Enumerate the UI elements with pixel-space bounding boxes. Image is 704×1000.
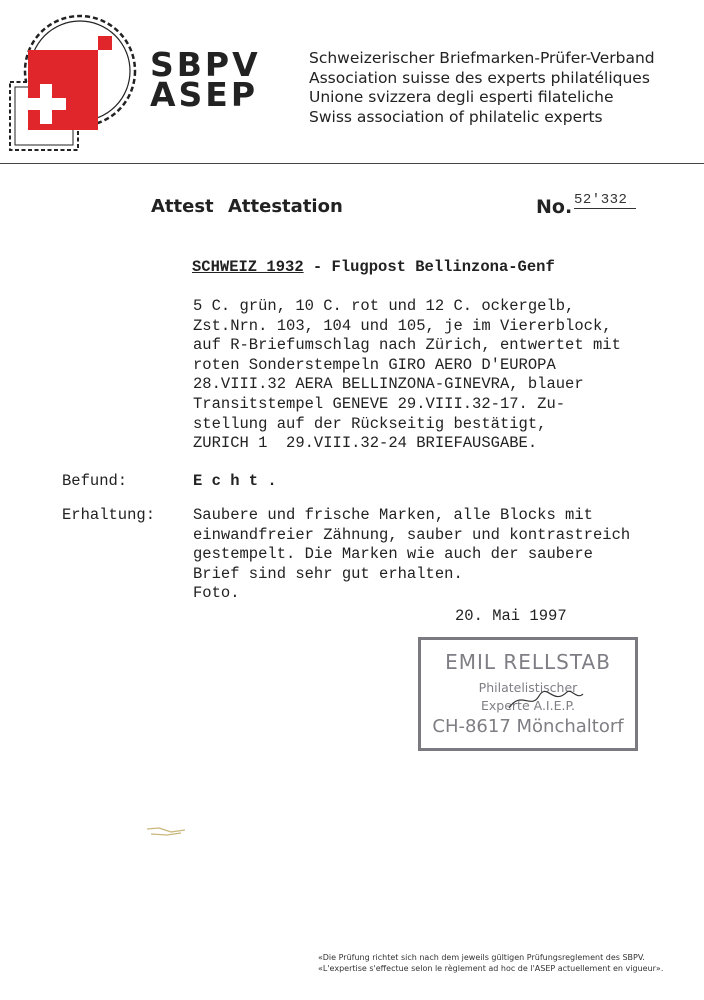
signature (421, 640, 635, 748)
befund-value: E c h t . (193, 472, 277, 490)
erhaltung-label: Erhaltung: (62, 506, 156, 524)
title-attest: Attest (151, 196, 214, 217)
subject-separator: - (303, 258, 332, 276)
stamp-description (193, 297, 621, 454)
erhaltung-line: Foto. (193, 584, 240, 603)
erhaltung-line: gestempelt. Die Marken wie auch der saubere (193, 545, 593, 564)
erhaltung-line: Saubere und frische Marken, alle Blocks mit (193, 506, 593, 524)
erhaltung-line: einwandfreier Zähnung, sauber und kontrastreich (193, 525, 631, 544)
stamp-experte: Experte A.I.E.P. (480, 698, 576, 713)
association-name-en: Swiss association of philatelic experts (309, 107, 603, 126)
description-line: 28.VIII.32 AERA BELLINZONA-GINEVRA, blauer (193, 375, 584, 394)
description-line: 5 C. grün, 10 C. rot und 12 C. ockergelb, (193, 297, 575, 315)
description-line: stellung auf der Rückseitig bestätigt, (193, 414, 547, 433)
description-line: auf R-Briefumschlag nach Zürich, entwertet mit (193, 336, 621, 355)
association-name-de: Schweizerischer Briefmarken-Prüfer-Verband (309, 49, 655, 67)
footer-line-fr: «L'expertise s'effectue selon le règlement ad hoc de l'ASEP actuellement en vigueur». (318, 964, 664, 973)
number-label: No. (536, 196, 573, 218)
title-attestation: Attestation (228, 196, 343, 217)
subject-line (192, 258, 555, 276)
association-names (309, 49, 655, 127)
number-underline (574, 208, 636, 209)
erhaltung-line: Brief sind sehr gut erhalten. (193, 564, 463, 583)
description-line: Transitstempel GENEVE 29.VIII.32-17. Zu- (193, 394, 566, 413)
subject-description: Flugpost Bellinzona-Genf (331, 258, 555, 276)
brand-sbpv: SBPV (150, 45, 261, 84)
description-line: roten Sonderstempeln GIRO AERO D'EUROPA (193, 355, 556, 374)
header-divider (0, 163, 704, 164)
stamp-title: Philatelistischer (478, 680, 578, 695)
expert-stamp (418, 637, 638, 751)
footer-note (318, 952, 663, 974)
sbpv-logo (4, 6, 140, 156)
erhaltung-text (193, 506, 630, 604)
association-name-it: Unione svizzera degli esperti filateliche (309, 88, 614, 106)
description-line: ZURICH 1 29.VIII.32-24 BRIEFAUSGABE. (193, 434, 538, 453)
issue-date: 20. Mai 1997 (455, 607, 567, 625)
certificate-number: 52'332 (574, 192, 628, 208)
ink-mark (145, 824, 189, 838)
description-line: Zst.Nrn. 103, 104 und 105, je im Viererblock, (193, 316, 612, 335)
stamp-name: EMIL RELLSTAB (445, 650, 611, 674)
brand-asep: ASEP (150, 75, 259, 114)
association-name-fr: Association suisse des experts philatéliques (309, 68, 650, 87)
befund-label: Befund: (62, 472, 128, 490)
subject-country-year: SCHWEIZ 1932 (192, 258, 304, 276)
stamp-address: CH-8617 Mönchaltorf (432, 716, 624, 737)
footer-line-de: «Die Prüfung richtet sich nach dem jeweils gültigen Prüfungsreglement des SBPV. (318, 953, 645, 962)
